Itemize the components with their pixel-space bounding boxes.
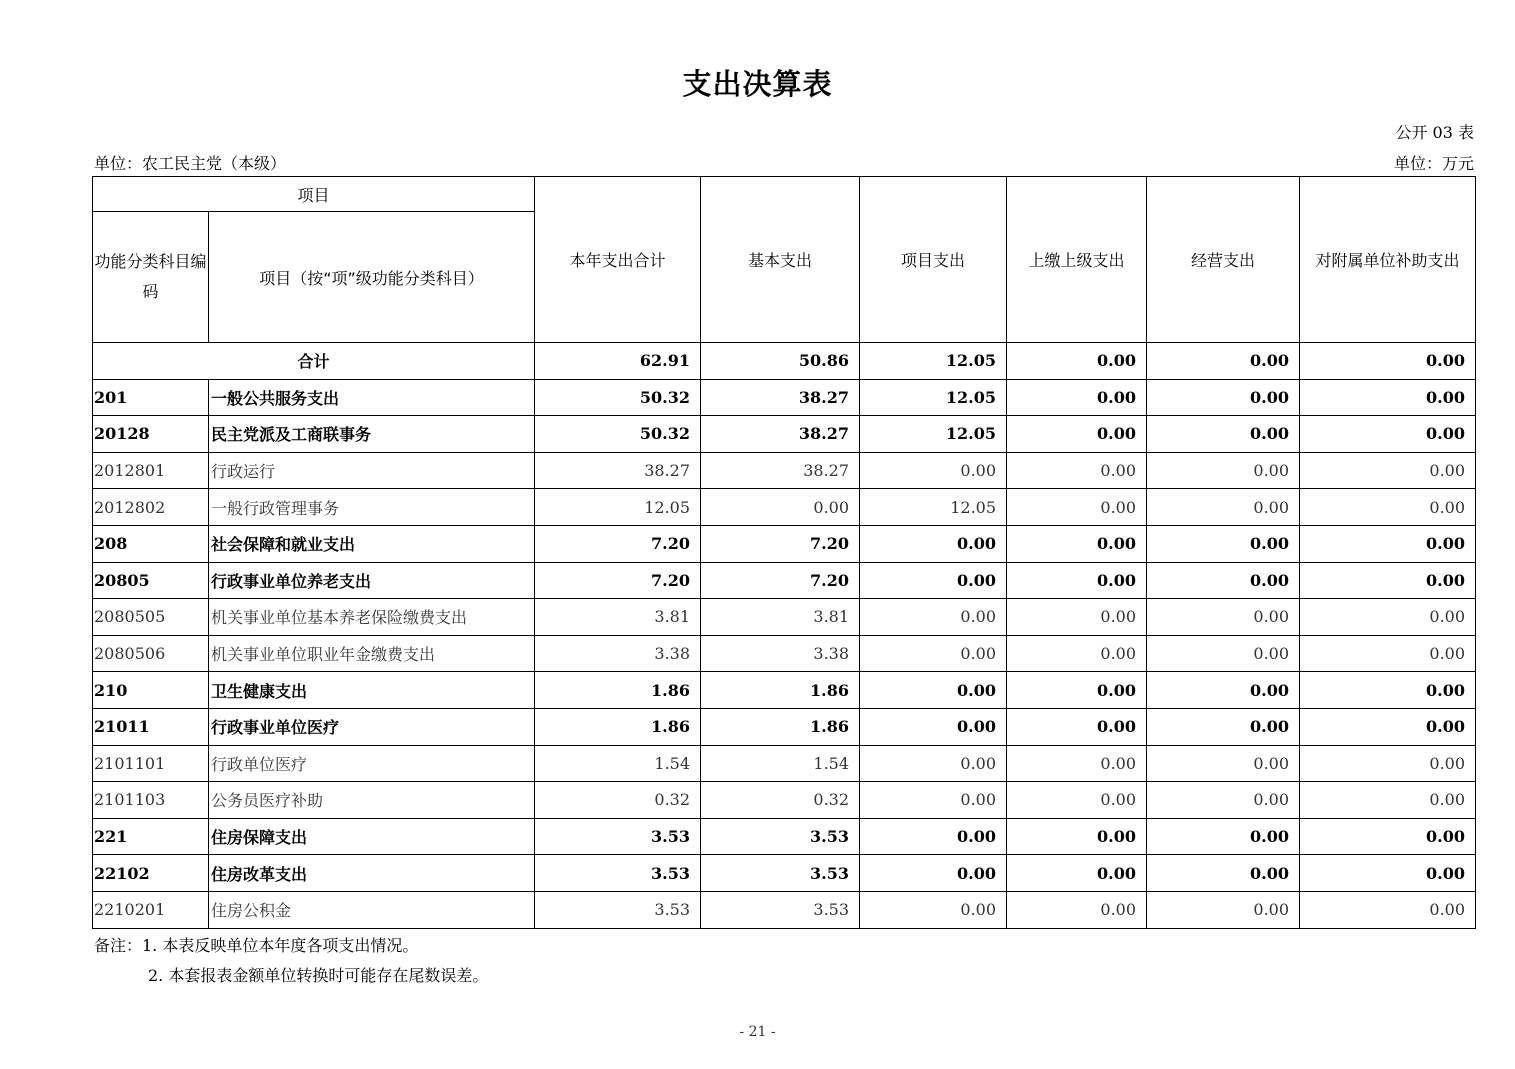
row-basic-value: 7.20: [701, 562, 860, 599]
row-remit-value: 0.00: [1007, 855, 1147, 892]
row-subsidy-value: 0.00: [1300, 855, 1476, 892]
row-total-value: 7.20: [535, 562, 701, 599]
table-row: [93, 635, 1476, 672]
total-basic-value: 50.86: [701, 343, 860, 380]
table-row: [93, 489, 1476, 526]
row-subsidy-value: 0.00: [1300, 782, 1476, 819]
row-name: 行政单位医疗: [209, 745, 535, 782]
row-name: 一般行政管理事务: [209, 489, 535, 526]
row-name: 行政事业单位养老支出: [209, 562, 535, 599]
row-total-value: 3.81: [535, 599, 701, 636]
table-row: [93, 599, 1476, 636]
row-remit-value: 0.00: [1007, 489, 1147, 526]
row-total-value: 7.20: [535, 525, 701, 562]
table-row: [93, 708, 1476, 745]
total-remit-value: 0.00: [1007, 343, 1147, 380]
row-remit-value: 0.00: [1007, 599, 1147, 636]
row-project-value: 0.00: [860, 818, 1007, 855]
row-subsidy-value: 0.00: [1300, 891, 1476, 928]
row-subsidy-value: 0.00: [1300, 562, 1476, 599]
row-total-value: 1.86: [535, 672, 701, 709]
col-header-code: 功能分类科目编码: [93, 212, 209, 343]
row-project-value: 0.00: [860, 562, 1007, 599]
row-total-value: 3.53: [535, 891, 701, 928]
row-project-value: 0.00: [860, 708, 1007, 745]
row-subsidy-value: 0.00: [1300, 818, 1476, 855]
row-code: 208: [93, 525, 209, 562]
row-subsidy-value: 0.00: [1300, 708, 1476, 745]
row-name: 社会保障和就业支出: [209, 525, 535, 562]
row-operating-value: 0.00: [1147, 635, 1300, 672]
row-total-value: 50.32: [535, 416, 701, 453]
row-project-value: 0.00: [860, 452, 1007, 489]
row-subsidy-value: 0.00: [1300, 416, 1476, 453]
row-name: 行政事业单位医疗: [209, 708, 535, 745]
row-code: 2012802: [93, 489, 209, 526]
row-total-value: 3.38: [535, 635, 701, 672]
row-code: 2101103: [93, 782, 209, 819]
col-header-project: 项目支出: [860, 177, 1007, 343]
row-operating-value: 0.00: [1147, 855, 1300, 892]
row-project-value: 12.05: [860, 416, 1007, 453]
table-row: [93, 782, 1476, 819]
total-value: 62.91: [535, 343, 701, 380]
currency-unit: 单位：万元: [1393, 154, 1474, 173]
row-basic-value: 3.53: [701, 818, 860, 855]
row-project-value: 12.05: [860, 489, 1007, 526]
row-basic-value: 3.53: [701, 855, 860, 892]
row-code: 2012801: [93, 452, 209, 489]
col-header-name: 项目（按“项”级功能分类科目）: [209, 212, 535, 343]
col-header-subsidy: 对附属单位补助支出: [1300, 177, 1476, 343]
total-row: [93, 343, 1476, 380]
row-basic-value: 0.32: [701, 782, 860, 819]
row-basic-value: 0.00: [701, 489, 860, 526]
row-project-value: 0.00: [860, 599, 1007, 636]
table-row: [93, 891, 1476, 928]
table-row: [93, 672, 1476, 709]
col-header-basic: 基本支出: [701, 177, 860, 343]
row-basic-value: 3.53: [701, 891, 860, 928]
row-operating-value: 0.00: [1147, 818, 1300, 855]
table-row: [93, 525, 1476, 562]
row-remit-value: 0.00: [1007, 525, 1147, 562]
row-basic-value: 3.38: [701, 635, 860, 672]
row-operating-value: 0.00: [1147, 708, 1300, 745]
row-project-value: 0.00: [860, 891, 1007, 928]
row-operating-value: 0.00: [1147, 525, 1300, 562]
table-row: [93, 416, 1476, 453]
row-code: 20128: [93, 416, 209, 453]
row-total-value: 12.05: [535, 489, 701, 526]
row-total-value: 38.27: [535, 452, 701, 489]
group-header-project: 项目: [93, 177, 535, 212]
row-remit-value: 0.00: [1007, 672, 1147, 709]
row-name: 机关事业单位基本养老保险缴费支出: [209, 599, 535, 636]
row-operating-value: 0.00: [1147, 562, 1300, 599]
row-code: 20805: [93, 562, 209, 599]
row-remit-value: 0.00: [1007, 818, 1147, 855]
row-project-value: 0.00: [860, 855, 1007, 892]
row-operating-value: 0.00: [1147, 489, 1300, 526]
row-code: 210: [93, 672, 209, 709]
total-project-value: 12.05: [860, 343, 1007, 380]
row-total-value: 0.32: [535, 782, 701, 819]
row-total-value: 50.32: [535, 379, 701, 416]
total-operating-value: 0.00: [1147, 343, 1300, 380]
table-row: [93, 379, 1476, 416]
row-name: 卫生健康支出: [209, 672, 535, 709]
row-name: 一般公共服务支出: [209, 379, 535, 416]
note-line-2: 2. 本套报表金额单位转换时可能存在尾数误差。: [148, 966, 489, 985]
row-total-value: 3.53: [535, 855, 701, 892]
row-code: 2101101: [93, 745, 209, 782]
unit-name: 单位：农工民主党（本级）: [94, 154, 287, 173]
row-remit-value: 0.00: [1007, 891, 1147, 928]
table-row: [93, 452, 1476, 489]
row-code: 2080506: [93, 635, 209, 672]
row-operating-value: 0.00: [1147, 891, 1300, 928]
row-subsidy-value: 0.00: [1300, 379, 1476, 416]
row-subsidy-value: 0.00: [1300, 599, 1476, 636]
row-operating-value: 0.00: [1147, 782, 1300, 819]
row-basic-value: 3.81: [701, 599, 860, 636]
row-code: 22102: [93, 855, 209, 892]
row-basic-value: 1.86: [701, 708, 860, 745]
page-title: 支出决算表: [682, 67, 833, 101]
row-code: 201: [93, 379, 209, 416]
row-project-value: 0.00: [860, 672, 1007, 709]
form-number: 公开 03 表: [1395, 123, 1474, 142]
row-operating-value: 0.00: [1147, 416, 1300, 453]
row-total-value: 1.86: [535, 708, 701, 745]
row-name: 住房保障支出: [209, 818, 535, 855]
col-header-remit: 上缴上级支出: [1007, 177, 1147, 343]
row-remit-value: 0.00: [1007, 562, 1147, 599]
row-basic-value: 38.27: [701, 416, 860, 453]
row-name: 行政运行: [209, 452, 535, 489]
expenditure-table: [92, 176, 1476, 929]
row-name: 民主党派及工商联事务: [209, 416, 535, 453]
row-project-value: 0.00: [860, 782, 1007, 819]
row-basic-value: 1.54: [701, 745, 860, 782]
row-basic-value: 38.27: [701, 452, 860, 489]
col-header-operating: 经营支出: [1147, 177, 1300, 343]
table-row: [93, 855, 1476, 892]
row-name: 住房改革支出: [209, 855, 535, 892]
row-basic-value: 38.27: [701, 379, 860, 416]
row-code: 2080505: [93, 599, 209, 636]
row-operating-value: 0.00: [1147, 672, 1300, 709]
table-row: [93, 818, 1476, 855]
table-row: [93, 562, 1476, 599]
row-total-value: 1.54: [535, 745, 701, 782]
row-name: 机关事业单位职业年金缴费支出: [209, 635, 535, 672]
row-remit-value: 0.00: [1007, 782, 1147, 819]
row-basic-value: 7.20: [701, 525, 860, 562]
row-remit-value: 0.00: [1007, 416, 1147, 453]
row-code: 221: [93, 818, 209, 855]
row-project-value: 12.05: [860, 379, 1007, 416]
row-operating-value: 0.00: [1147, 599, 1300, 636]
page-number: - 21 -: [739, 1024, 776, 1040]
row-total-value: 3.53: [535, 818, 701, 855]
row-subsidy-value: 0.00: [1300, 525, 1476, 562]
row-subsidy-value: 0.00: [1300, 635, 1476, 672]
total-subsidy-value: 0.00: [1300, 343, 1476, 380]
row-remit-value: 0.00: [1007, 452, 1147, 489]
row-remit-value: 0.00: [1007, 635, 1147, 672]
note-line-1: 备注：1. 本表反映单位本年度各项支出情况。: [94, 936, 419, 955]
row-subsidy-value: 0.00: [1300, 489, 1476, 526]
row-operating-value: 0.00: [1147, 379, 1300, 416]
row-operating-value: 0.00: [1147, 745, 1300, 782]
row-remit-value: 0.00: [1007, 745, 1147, 782]
row-project-value: 0.00: [860, 635, 1007, 672]
row-operating-value: 0.00: [1147, 452, 1300, 489]
row-subsidy-value: 0.00: [1300, 745, 1476, 782]
row-code: 2210201: [93, 891, 209, 928]
table-row: [93, 745, 1476, 782]
row-project-value: 0.00: [860, 525, 1007, 562]
total-label: 合计: [93, 343, 535, 380]
row-name: 公务员医疗补助: [209, 782, 535, 819]
row-remit-value: 0.00: [1007, 708, 1147, 745]
row-basic-value: 1.86: [701, 672, 860, 709]
row-project-value: 0.00: [860, 745, 1007, 782]
row-subsidy-value: 0.00: [1300, 452, 1476, 489]
row-code: 21011: [93, 708, 209, 745]
row-remit-value: 0.00: [1007, 379, 1147, 416]
row-subsidy-value: 0.00: [1300, 672, 1476, 709]
col-header-total: 本年支出合计: [535, 177, 701, 343]
row-name: 住房公积金: [209, 891, 535, 928]
